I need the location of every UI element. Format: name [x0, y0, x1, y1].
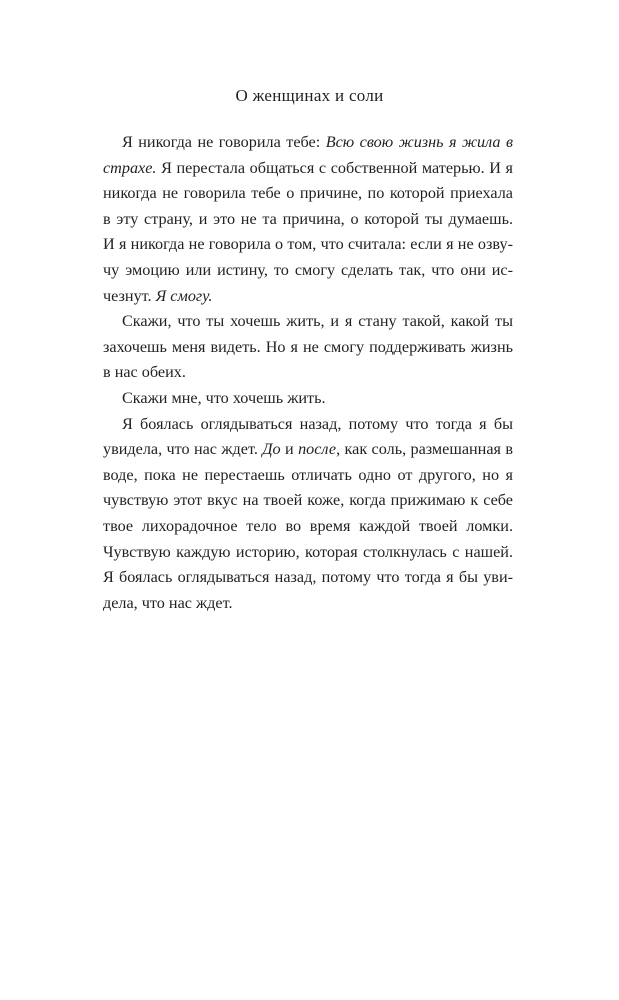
text-line	[103, 591, 513, 617]
text-line	[103, 412, 513, 438]
text-span: в эту страну, и это не та причина, о которой ты думаешь.	[103, 209, 513, 228]
text-span: Скажи мне, что хочешь жить.	[122, 388, 326, 407]
text-span: И я никогда не говорила о том, что считала: если я не озву-	[103, 235, 513, 254]
text-span: Я боялась оглядываться назад, потому что тогда я бы уви-	[103, 568, 513, 587]
text-line	[103, 488, 513, 514]
text-line	[103, 181, 513, 207]
text-span: и	[280, 440, 299, 459]
text-span: никогда не говорила тебе о причине, по которой приехала	[103, 184, 513, 203]
text-span: увидела, что нас ждет.	[103, 440, 263, 459]
text-span: захочешь меня видеть. Но я не смогу поддерживать жизнь	[103, 337, 513, 356]
text-line	[103, 540, 513, 566]
text-span: Я никогда не говорила тебе:	[122, 133, 326, 151]
running-head: О женщинах и соли	[235, 86, 384, 105]
text-span: в нас обеих.	[103, 363, 186, 382]
text-span: воде, пока не перестаешь отличать одно от другого, но я	[103, 465, 513, 484]
text-span: дела, что нас ждет.	[103, 593, 233, 612]
text-span: чу эмоцию или истину, то смогу сделать так, что они ис-	[103, 260, 513, 279]
italic-span: после	[298, 440, 337, 459]
text-span: Скажи, что ты хочешь жить, и я стану такой, какой ты	[122, 312, 513, 331]
text-line	[103, 207, 513, 233]
text-line	[103, 463, 513, 489]
italic-span: страхе.	[103, 158, 157, 177]
italic-span: До	[262, 440, 281, 459]
text-span: , как соль, размешанная в	[336, 440, 513, 459]
text-line	[103, 386, 513, 412]
text-line	[103, 309, 513, 335]
text-line	[103, 284, 513, 310]
italic-span: Я смогу.	[155, 286, 213, 305]
text-span: Я боялась оглядываться назад, потому что тогда я бы	[122, 414, 513, 433]
text-line	[103, 565, 513, 591]
text-line	[103, 360, 513, 386]
italic-span: Всю свою жизнь я жила в	[325, 133, 513, 151]
text-line	[103, 130, 513, 156]
text-line	[103, 156, 513, 182]
text-line	[103, 258, 513, 284]
text-span: твое лихорадочное тело во время каждой твоей ломки.	[103, 516, 513, 535]
text-span: чувствую этот вкус на твоей коже, когда прижимаю к себе	[103, 491, 513, 510]
text-line	[103, 335, 513, 361]
text-span: Чувствую каждую историю, которая столкнулась с нашей.	[103, 542, 513, 561]
text-line	[103, 232, 513, 258]
text-span: Я перестала общаться с собственной матерью. И я	[156, 158, 513, 177]
text-span: чезнут.	[103, 286, 156, 305]
text-line	[103, 514, 513, 540]
body-text	[103, 130, 513, 616]
text-line	[103, 437, 513, 463]
